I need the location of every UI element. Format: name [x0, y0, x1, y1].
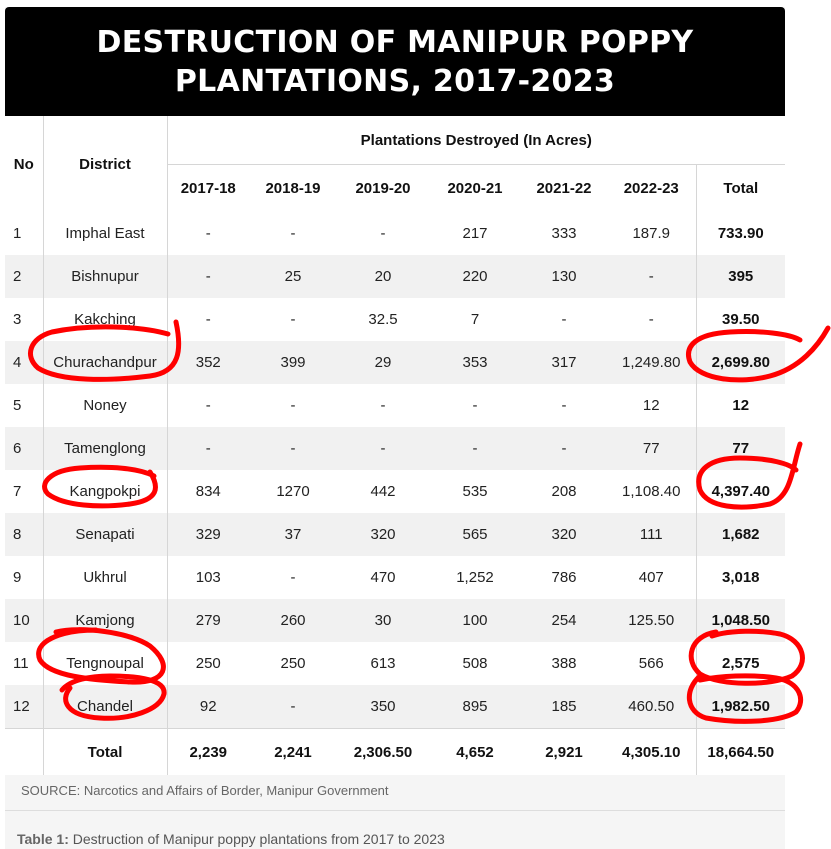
- title-banner: [5, 7, 785, 116]
- value-cell: 388: [521, 642, 607, 685]
- value-cell: 535: [429, 470, 521, 513]
- row-number: 1: [5, 212, 43, 255]
- totals-cell: 4,652: [429, 729, 521, 776]
- value-cell: -: [249, 685, 337, 729]
- district-name: Tengnoupal: [43, 642, 167, 685]
- totals-cell: 4,305.10: [607, 729, 696, 776]
- value-cell: 254: [521, 599, 607, 642]
- value-cell: 130: [521, 255, 607, 298]
- value-cell: 353: [429, 341, 521, 384]
- row-total-cell: 1,982.50: [696, 685, 785, 729]
- value-cell: 407: [607, 556, 696, 599]
- district-name: Churachandpur: [43, 341, 167, 384]
- value-cell: -: [521, 384, 607, 427]
- header-year: 2019-20: [337, 165, 429, 213]
- value-cell: -: [249, 556, 337, 599]
- totals-cell: 2,921: [521, 729, 607, 776]
- value-cell: 7: [429, 298, 521, 341]
- value-cell: 25: [249, 255, 337, 298]
- header-year: 2022-23: [607, 165, 696, 213]
- value-cell: -: [337, 384, 429, 427]
- value-cell: 37: [249, 513, 337, 556]
- value-cell: 329: [167, 513, 249, 556]
- table-row: [5, 298, 785, 341]
- table-row: [5, 341, 785, 384]
- district-name: Bishnupur: [43, 255, 167, 298]
- value-cell: 30: [337, 599, 429, 642]
- row-number: 7: [5, 470, 43, 513]
- value-cell: 185: [521, 685, 607, 729]
- table-row: [5, 427, 785, 470]
- table-row: [5, 556, 785, 599]
- district-name: Noney: [43, 384, 167, 427]
- row-number: 12: [5, 685, 43, 729]
- value-cell: 442: [337, 470, 429, 513]
- district-name: Kamjong: [43, 599, 167, 642]
- table-caption: [17, 831, 445, 847]
- value-cell: 1,252: [429, 556, 521, 599]
- value-cell: -: [337, 427, 429, 470]
- district-name: Senapati: [43, 513, 167, 556]
- value-cell: 460.50: [607, 685, 696, 729]
- row-number: 9: [5, 556, 43, 599]
- table-row: [5, 599, 785, 642]
- totals-cell: 2,239: [167, 729, 249, 776]
- value-cell: 12: [607, 384, 696, 427]
- value-cell: -: [167, 212, 249, 255]
- value-cell: -: [167, 427, 249, 470]
- table-row: [5, 255, 785, 298]
- page-title: [97, 23, 694, 101]
- value-cell: -: [337, 212, 429, 255]
- value-cell: 508: [429, 642, 521, 685]
- value-cell: 352: [167, 341, 249, 384]
- row-total-cell: 12: [696, 384, 785, 427]
- value-cell: -: [429, 427, 521, 470]
- row-number: 11: [5, 642, 43, 685]
- row-total-cell: 39.50: [696, 298, 785, 341]
- row-total-cell: 3,018: [696, 556, 785, 599]
- value-cell: 834: [167, 470, 249, 513]
- caption-label: Table 1:: [17, 831, 69, 847]
- article-card: [5, 7, 785, 849]
- table-row: [5, 470, 785, 513]
- header-no: No: [5, 116, 43, 212]
- value-cell: 786: [521, 556, 607, 599]
- value-cell: 20: [337, 255, 429, 298]
- value-cell: 350: [337, 685, 429, 729]
- row-number: 3: [5, 298, 43, 341]
- value-cell: -: [607, 298, 696, 341]
- value-cell: 92: [167, 685, 249, 729]
- value-cell: 250: [249, 642, 337, 685]
- value-cell: 565: [429, 513, 521, 556]
- row-number: 6: [5, 427, 43, 470]
- value-cell: 399: [249, 341, 337, 384]
- table-row: [5, 642, 785, 685]
- district-name: Imphal East: [43, 212, 167, 255]
- value-cell: 29: [337, 341, 429, 384]
- value-cell: 317: [521, 341, 607, 384]
- value-cell: 103: [167, 556, 249, 599]
- value-cell: 77: [607, 427, 696, 470]
- source-note: SOURCE: Narcotics and Affairs of Border, Manipur Government: [21, 783, 389, 798]
- value-cell: -: [521, 427, 607, 470]
- header-year: 2017-18: [167, 165, 249, 213]
- footer-divider: [5, 810, 785, 811]
- district-name: Chandel: [43, 685, 167, 729]
- table-row: [5, 212, 785, 255]
- row-number: 2: [5, 255, 43, 298]
- value-cell: -: [167, 255, 249, 298]
- row-total-cell: 1,048.50: [696, 599, 785, 642]
- row-number: 5: [5, 384, 43, 427]
- table-row: [5, 513, 785, 556]
- totals-cell: 2,306.50: [337, 729, 429, 776]
- value-cell: 32.5: [337, 298, 429, 341]
- value-cell: 320: [521, 513, 607, 556]
- value-cell: -: [607, 255, 696, 298]
- value-cell: 566: [607, 642, 696, 685]
- value-cell: -: [249, 212, 337, 255]
- value-cell: 1,249.80: [607, 341, 696, 384]
- table-row: [5, 384, 785, 427]
- value-cell: 208: [521, 470, 607, 513]
- value-cell: -: [249, 384, 337, 427]
- totals-cell: 2,241: [249, 729, 337, 776]
- caption-text: Destruction of Manipur poppy plantations from 2017 to 2023: [68, 831, 445, 847]
- value-cell: -: [167, 298, 249, 341]
- row-total-cell: 2,575: [696, 642, 785, 685]
- value-cell: 470: [337, 556, 429, 599]
- value-cell: 125.50: [607, 599, 696, 642]
- value-cell: 250: [167, 642, 249, 685]
- row-total-cell: 733.90: [696, 212, 785, 255]
- value-cell: -: [167, 384, 249, 427]
- value-cell: 187.9: [607, 212, 696, 255]
- value-cell: -: [249, 298, 337, 341]
- totals-no-cell: [5, 729, 43, 776]
- value-cell: 100: [429, 599, 521, 642]
- header-year: 2018-19: [249, 165, 337, 213]
- value-cell: 279: [167, 599, 249, 642]
- district-name: Kakching: [43, 298, 167, 341]
- value-cell: 895: [429, 685, 521, 729]
- row-total-cell: 395: [696, 255, 785, 298]
- header-group: Plantations Destroyed (In Acres): [360, 131, 592, 149]
- header-year: 2021-22: [521, 165, 607, 213]
- row-total-cell: 4,397.40: [696, 470, 785, 513]
- header-year: 2020-21: [429, 165, 521, 213]
- grand-total-cell: 18,664.50: [696, 729, 785, 776]
- row-total-cell: 77: [696, 427, 785, 470]
- title-line-2: PLANTATIONS, 2017-2023: [174, 63, 616, 99]
- row-total-cell: 2,699.80: [696, 341, 785, 384]
- row-number: 4: [5, 341, 43, 384]
- district-name: Kangpokpi: [43, 470, 167, 513]
- value-cell: 320: [337, 513, 429, 556]
- row-total-cell: 1,682: [696, 513, 785, 556]
- totals-label: Total: [43, 729, 167, 776]
- value-cell: 111: [607, 513, 696, 556]
- header-total: Total: [696, 165, 785, 213]
- row-number: 8: [5, 513, 43, 556]
- value-cell: 217: [429, 212, 521, 255]
- title-line-1: DESTRUCTION OF MANIPUR POPPY: [96, 24, 694, 60]
- value-cell: 220: [429, 255, 521, 298]
- value-cell: -: [521, 298, 607, 341]
- value-cell: 333: [521, 212, 607, 255]
- district-name: Ukhrul: [43, 556, 167, 599]
- value-cell: 1,108.40: [607, 470, 696, 513]
- poppy-table: [5, 116, 785, 775]
- value-cell: -: [429, 384, 521, 427]
- totals-row: [5, 729, 785, 776]
- header-district: District: [43, 116, 167, 212]
- row-number: 10: [5, 599, 43, 642]
- value-cell: 1270: [249, 470, 337, 513]
- district-name: Tamenglong: [43, 427, 167, 470]
- value-cell: -: [249, 427, 337, 470]
- value-cell: 260: [249, 599, 337, 642]
- value-cell: 613: [337, 642, 429, 685]
- table-row: [5, 685, 785, 729]
